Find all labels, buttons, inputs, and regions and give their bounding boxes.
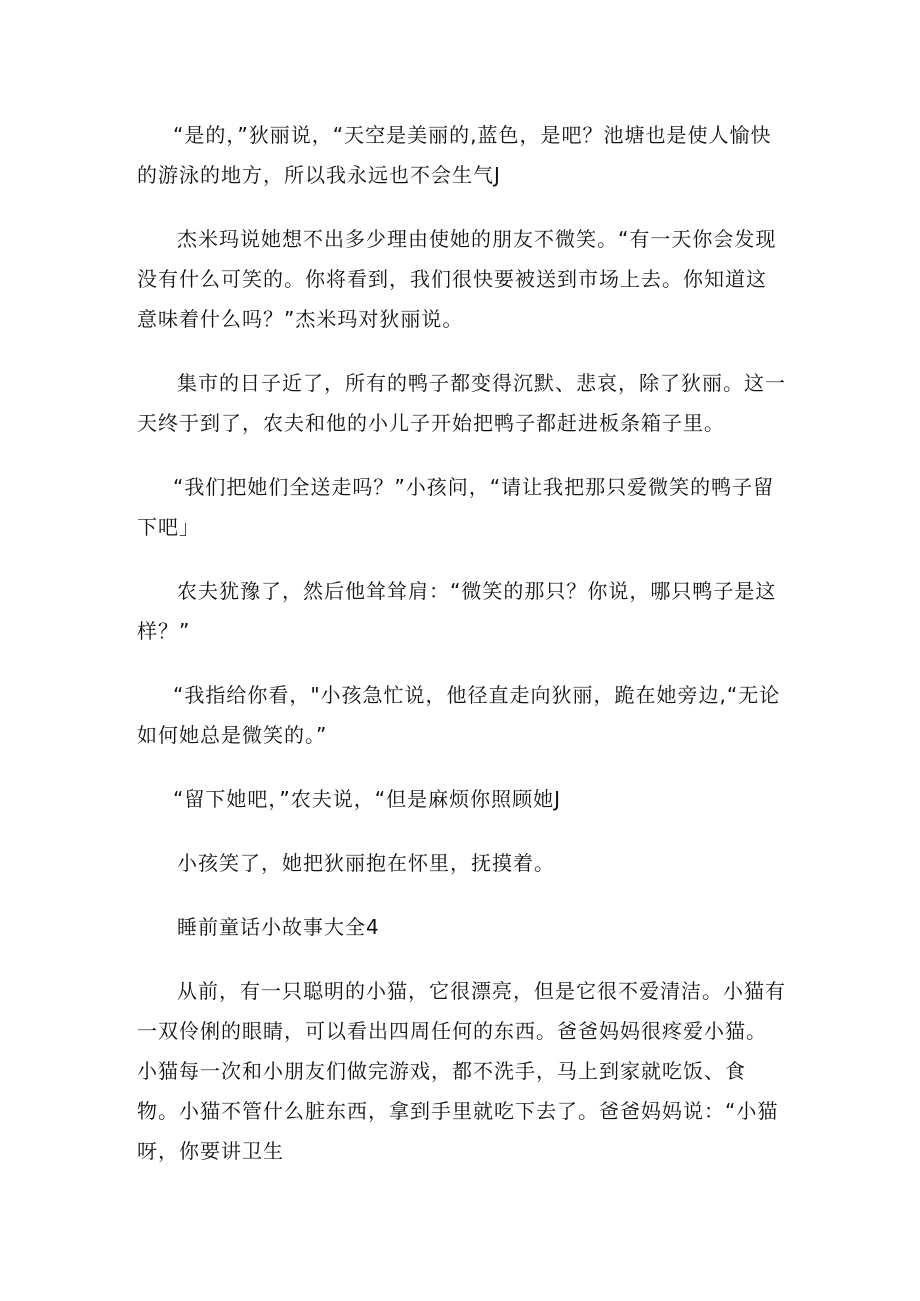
story-paragraph-8: 小孩笑了，她把狄丽抱在怀里，抚摸着。 [177,851,555,875]
story-paragraph-6: “我指给你看，"小孩急忙说，他径直走向狄丽，跪在她旁边,“无论如何她总是微笑的。” [137,683,781,747]
story-paragraph-9: 从前，有一只聪明的小猫，它很漂亮，但是它很不爱清洁。小猫有一双伶俐的眼睛，可以看出四周任何的东西。爸爸妈妈很疼爱小猫。小猫每一次和小朋友们做完游戏，都不洗手，马上到家就吃饭、食物。小猫不管什么脏东西，拿到手里就吃下去了。爸爸妈妈说：“小猫呀，你要讲卫生 [137,979,786,1163]
story-paragraph-3: 集市的日子近了，所有的鸭子都变得沉默、悲哀，除了狄丽。这一天终于到了，农夫和他的小儿子开始把鸭子都赶进板条箱子里。 [137,371,786,435]
story-paragraph-4: “我们把她们全送走吗？”小孩问，“请让我把那只爱微笑的鸭子留下吧」 [137,475,775,539]
story-paragraph-5: 农夫犹豫了，然后他耸耸肩：“微笑的那只？你说，哪只鸭子是这样？” [137,579,777,643]
story-paragraph-2: 杰米玛说她想不出多少理由使她的朋友不微笑。“有一天你会发现没有什么可笑的。你将看到，我们很快要被送到市场上去。你知道这意味着什么吗？”杰米玛对狄丽说。 [137,227,777,331]
section-heading: 睡前童话小故事大全4 [177,915,380,939]
story-paragraph-7: “留下她吧，”农夫说，“但是麻烦你照顾她J [173,787,561,811]
story-paragraph-1: “是的，”狄丽说，“天空是美丽的,蓝色，是吧？池塘也是使人愉快的游泳的地方，所以我永远也不会生气J [137,123,772,187]
